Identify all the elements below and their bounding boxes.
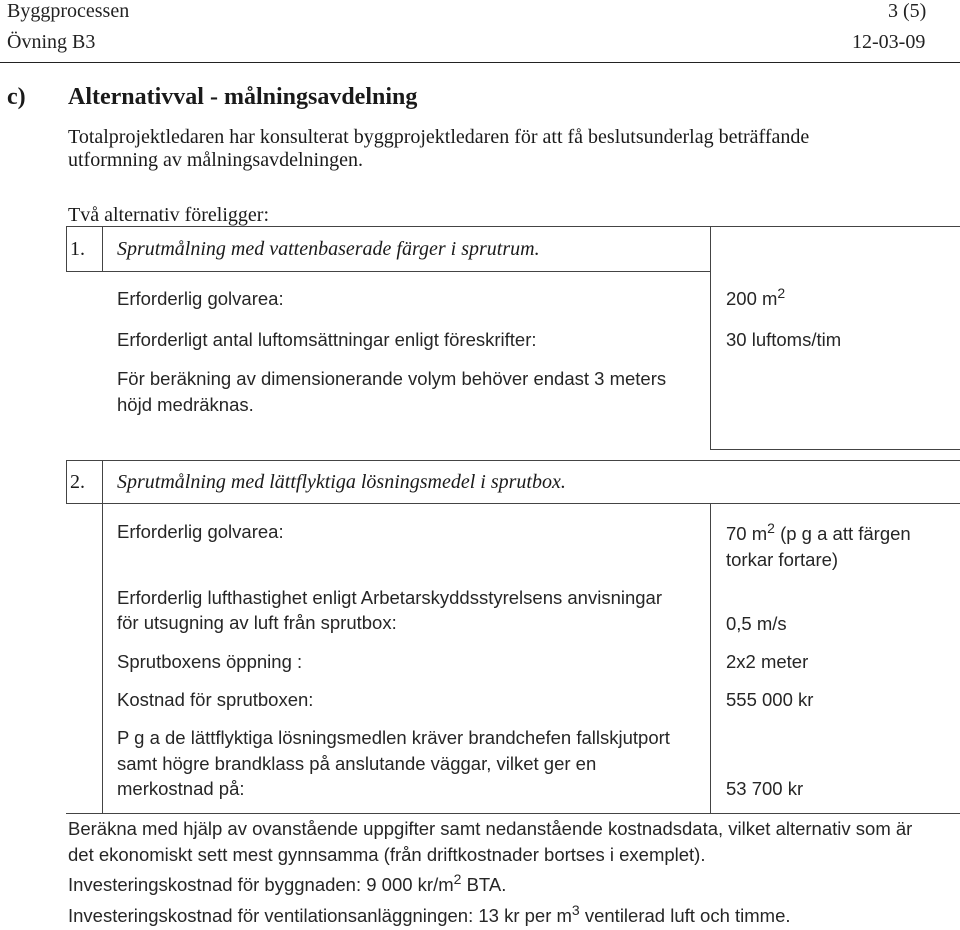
alt2-extra-line-3: merkostnad på: [117,778,245,799]
alt1-note-line-2: höjd medräknas. [117,394,254,415]
document-date: 12-03-09 [852,31,926,53]
intro-line-1: Totalprojektledaren har konsulterat byggprojektledaren för att få beslutsunderlag beträffande [68,126,810,148]
alt2-extra-line-1: P g a de lättflyktiga lösningsmedlen kräver brandchefen fallskjutport [117,727,670,748]
alt2-air-speed-label-line-2: för utsugning av luft från sprutbox: [117,612,397,633]
alt2-air-speed-value: 0,5 m/s [726,613,787,634]
alt2-floor-area-value-line-2: torkar fortare) [726,549,839,570]
ventilation-cost: Investeringskostnad för ventilationsanläggningen: 13 kr per $m^3$ ventilerad luft och timme. [68,902,791,926]
page-number: 3 (5) [888,0,927,22]
alt2-extra-line-2: samt högre brandklass på anslutande väggar, vilket ger en [117,753,597,774]
alt1-floor-area-label: Erforderlig golvarea: [117,288,284,309]
task-line-2: det ekonomiskt sett mest gynnsamma (från driftkostnader bortses i exemplet). [68,844,706,865]
alternative-2-title: Sprutmålning med lättflyktiga lösningsmedel i sprutbox. [117,471,566,493]
alt2-floor-area-value: 70 $m^2$ (p g a att färgen [726,520,911,544]
alt1-floor-area-value: 200 $m^2$ [726,285,786,309]
alt2-air-speed-label-line-1: Erforderlig lufthastighet enligt Arbetarskyddsstyrelsens anvisningar [117,587,663,608]
alternative-1-title: Sprutmålning med vattenbaserade färger i sprutrum. [117,238,540,260]
alternative-1-number: 1. [70,238,85,260]
alt2-booth-cost-value: 555 000 kr [726,689,814,710]
section-title: Alternativval - målningsavdelning [68,84,418,110]
intro-line-2: utformning av målningsavdelningen. [68,149,363,171]
alt2-opening-value: 2x2 meter [726,651,809,672]
alt2-extra-cost-value: 53 700 kr [726,778,804,799]
alternative-2-number: 2. [70,471,85,493]
section-label: c) [7,84,26,110]
building-cost: Investeringskostnad för byggnaden: 9 000 $kr/m^2$ BTA. [68,871,507,895]
alt2-opening-label: Sprutboxens öppning : [117,651,303,672]
alt2-booth-cost-label: Kostnad för sprutboxen: [117,689,314,710]
alt2-floor-area-label: Erforderlig golvarea: [117,521,284,542]
alt1-air-changes-value: 30 luftoms/tim [726,329,842,350]
exercise-label: Övning B3 [7,31,96,53]
alt1-air-changes-label: Erforderligt antal luftomsättningar enligt föreskrifter: [117,329,537,350]
alternatives-intro: Två alternativ föreligger: [68,204,270,226]
course-title: Byggprocessen [7,0,130,22]
alt1-note-line-1: För beräkning av dimensionerande volym behöver endast 3 meters [117,368,667,389]
task-line-1: Beräkna med hjälp av ovanstående uppgifter samt nedanstående kostnadsdata, vilket alternativ som är [68,818,913,839]
header-divider [0,62,960,63]
